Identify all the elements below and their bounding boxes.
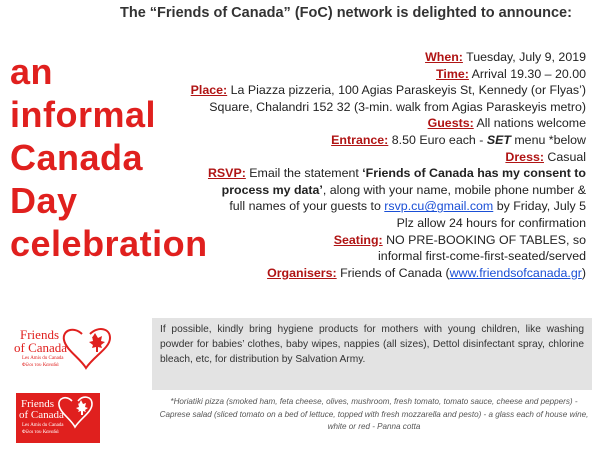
event-details <box>186 49 586 281</box>
seating-line1: NO PRE-BOOKING OF TABLES, so <box>382 232 586 247</box>
rsvp-statement-2: process my data’ <box>221 182 323 197</box>
event-title <box>10 50 210 265</box>
organisers-label: Organisers: <box>267 265 337 280</box>
rsvp-line3-pre: full names of your guests to <box>229 199 385 214</box>
title-line: informal <box>10 94 157 135</box>
entrance-row <box>186 132 586 149</box>
guests-row <box>186 115 586 132</box>
rsvp-row-3 <box>186 198 586 215</box>
when-row <box>186 49 586 66</box>
rsvp-row <box>186 165 586 182</box>
place-row-2: Square, Chalandri 152 32 (3-min. walk from Agias Paraskeyis metro) <box>209 99 586 114</box>
entrance-pre: 8.50 Euro each - <box>388 132 487 147</box>
logo-name-line2: of Canada <box>14 340 68 355</box>
rsvp-line3-post: by Friday, July 5 <box>493 199 586 214</box>
guests-value: All nations welcome <box>473 116 586 131</box>
place-row <box>186 82 586 99</box>
organisers-post: ) <box>581 265 586 280</box>
friends-of-canada-logo-red <box>16 393 100 443</box>
seating-label: Seating: <box>333 232 383 247</box>
entrance-post: menu *below <box>510 132 586 147</box>
organisers-pre: Friends of Canada ( <box>336 265 450 280</box>
entrance-label: Entrance: <box>331 132 389 147</box>
logo-name-line1: Friends <box>20 327 59 342</box>
website-link[interactable]: www.friendsofcanada.gr <box>449 265 582 280</box>
title-line: an <box>10 51 54 92</box>
logo-sub-line1: Les Amis du Canada <box>22 356 64 361</box>
logo-name-line2: of Canada <box>19 409 64 421</box>
announcement-header: The “Friends of Canada” (FoC) network is delighted to announce: <box>120 5 572 21</box>
logo-sub-line1: Les Amis du Canada <box>22 423 64 428</box>
organisers-row <box>186 265 586 282</box>
rsvp-row-4: Plz allow 24 hours for confirmation <box>396 215 586 230</box>
logo-sub-line2: Φίλοι του Καναδά <box>22 430 59 435</box>
dress-value: Casual <box>543 149 586 164</box>
rsvp-statement-1: ‘Friends of Canada has my consent to <box>362 166 586 181</box>
place-label: Place: <box>190 83 228 98</box>
when-label: When: <box>425 50 463 64</box>
dress-label: Dress: <box>505 149 544 164</box>
title-line: celebration <box>10 223 208 264</box>
friends-of-canada-logo <box>14 324 124 378</box>
rsvp-label: RSVP: <box>207 166 246 181</box>
logo-name-line1: Friends <box>21 398 54 410</box>
hygiene-products-note: If possible, kindly bring hygiene products for mothers with young children, like washing powder for babies’ clothes, baby wipes, nappies (all sizes), Dettol disinfectant spray, chlorine bleach, etc, for distribution by Salvation Army. <box>152 318 592 390</box>
entrance-set: SET <box>486 132 511 147</box>
rsvp-row-2 <box>186 182 586 199</box>
time-row <box>186 66 586 83</box>
time-value: Arrival 19.30 – 20.00 <box>468 66 586 81</box>
rsvp-pre: Email the statement <box>245 166 363 181</box>
dress-row <box>186 149 586 166</box>
title-line: Day <box>10 180 78 221</box>
when-value: Tuesday, July 9, 2019 <box>462 50 586 64</box>
logo-sub-line2: Φίλοι του Καναδά <box>22 363 59 368</box>
seating-row-2: informal first-come-first-seated/served <box>378 249 586 264</box>
rsvp-email-link[interactable]: rsvp.cu@gmail.com <box>384 199 494 214</box>
time-label: Time: <box>436 66 469 81</box>
title-line: Canada <box>10 137 144 178</box>
rsvp-mid: , along with your name, mobile phone number & <box>322 182 586 197</box>
seating-row <box>186 232 586 249</box>
place-line1: La Piazza pizzeria, 100 Agias Paraskeyis St, Kennedy (or Flyas’) <box>227 83 586 98</box>
guests-label: Guests: <box>427 116 474 131</box>
set-menu-footnote: *Horiatiki pizza (smoked ham, feta cheese, olives, mushroom, fresh tomato, tomato sauce, cheese and peppers) - Caprese salad (sliced tomato on a bed of lettuce, topped with fresh mozzarella and pesto) - a glass each of house wine, white or red - Panna cotta <box>159 397 589 431</box>
